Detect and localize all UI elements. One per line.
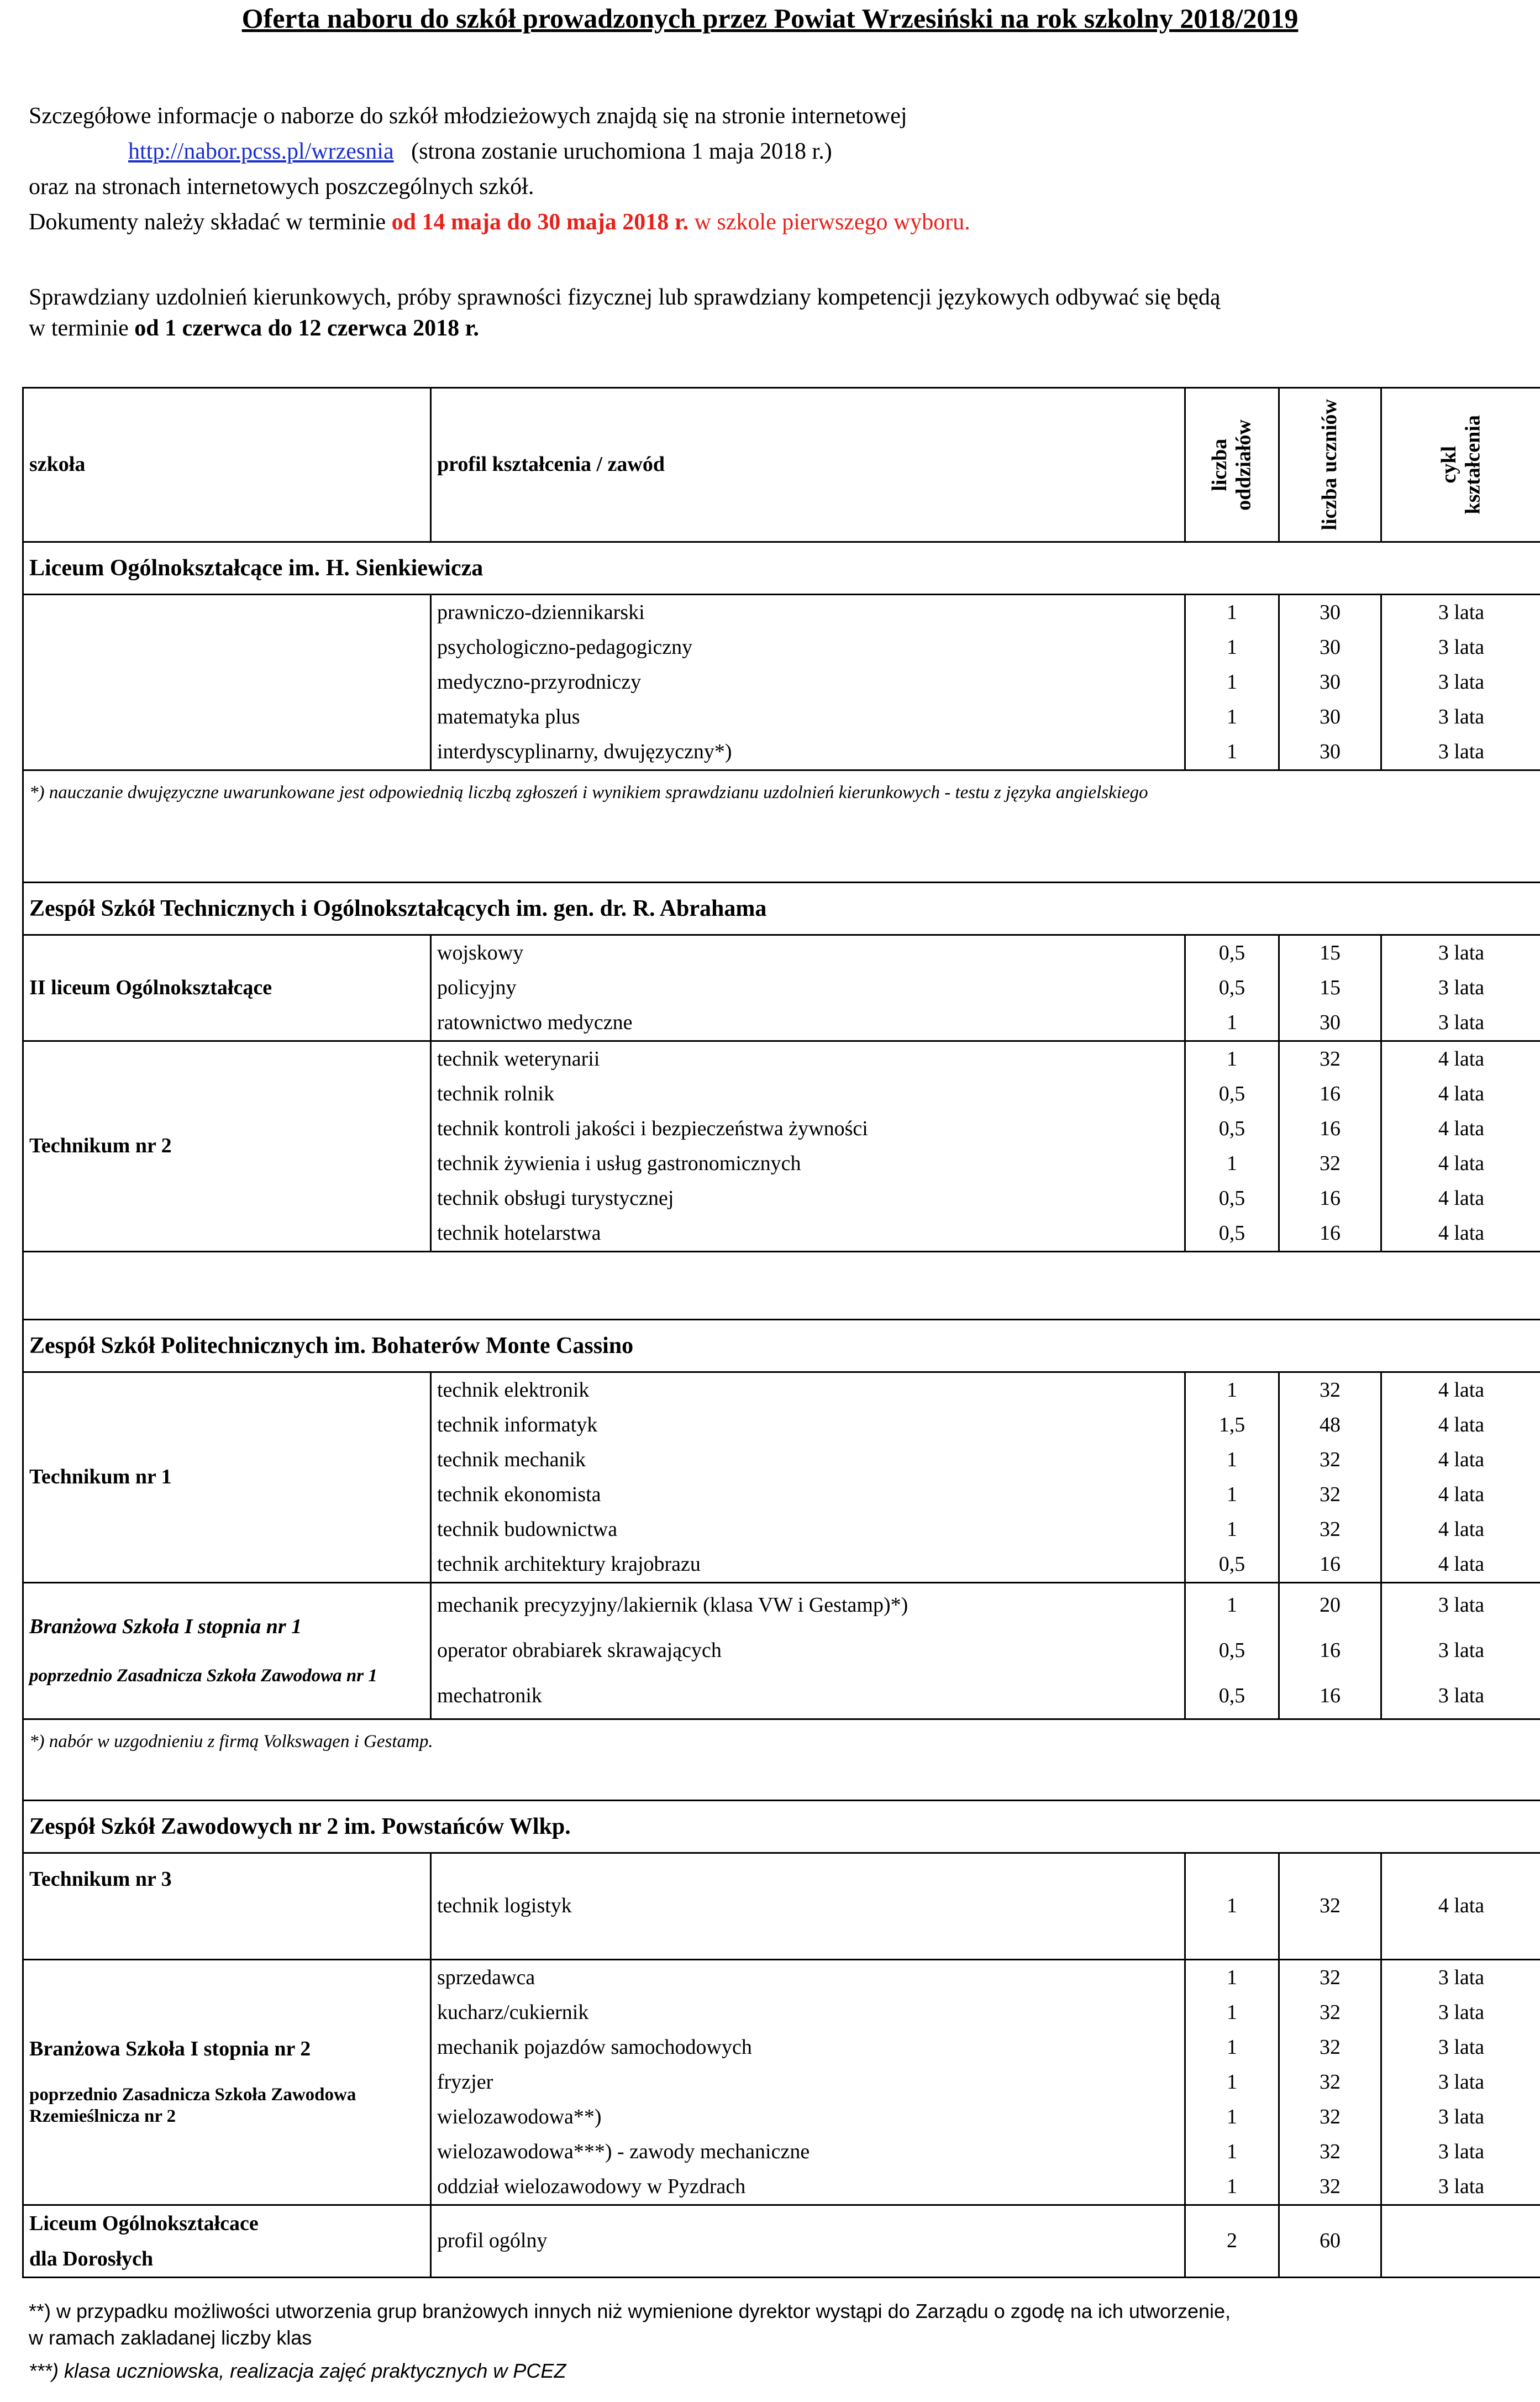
- students-cell: 32: [1279, 1960, 1381, 1996]
- profile-cell: wojskowy: [431, 935, 1185, 971]
- header-cycle: [1381, 388, 1540, 542]
- profile-cell: technik informatyk: [431, 1408, 1185, 1443]
- spacer-cell: [23, 815, 1540, 883]
- profile-cell: technik kontroli jakości i bezpieczeństwa żywności: [431, 1111, 1185, 1146]
- section-title: Liceum Ogólnokształcące im. H. Sienkiewicza: [23, 542, 1540, 595]
- students-cell: 32: [1279, 2030, 1381, 2065]
- profile-cell: technik hotelarstwa: [431, 1216, 1185, 1252]
- students-cell: 30: [1279, 700, 1381, 735]
- cycle-cell: 4 lata: [1381, 1408, 1540, 1443]
- students-cell: 16: [1279, 1216, 1381, 1252]
- spacer-cell: [23, 1764, 1540, 1801]
- divisions-cell: 1,5: [1185, 1408, 1279, 1443]
- exam-dates: od 1 czerwca do 12 czerwca 2018 r.: [134, 316, 479, 341]
- divisions-cell: 1: [1185, 1146, 1279, 1181]
- divisions-cell: 0,5: [1185, 1628, 1279, 1674]
- students-cell: 15: [1279, 935, 1381, 971]
- students-cell: 16: [1279, 1628, 1381, 1674]
- divisions-cell: 1: [1185, 2134, 1279, 2169]
- cycle-cell: 3 lata: [1381, 700, 1540, 735]
- header-students: [1279, 388, 1381, 542]
- students-cell: 32: [1279, 1477, 1381, 1512]
- offer-table: [22, 387, 1540, 2278]
- section-note: *) nabór w uzgodnieniu z firmą Volkswagen i Gestamp.: [23, 1719, 1540, 1765]
- school-name: Technikum nr 3: [23, 1853, 431, 1960]
- deadline-dates: od 14 maja do 30 maja 2018 r.: [391, 209, 689, 235]
- cycle-cell: 3 lata: [1381, 1628, 1540, 1674]
- footer-note-1: **) w przypadku możliwości utworzenia grup branżowych innych niż wymienione dyrektor wystąpi do Zarządu o zgodę na ich utworzenie,: [29, 2300, 1231, 2322]
- profile-cell: oddział wielozawodowy w Pyzdrach: [431, 2169, 1185, 2205]
- table-row: [23, 935, 1540, 971]
- profile-cell: technik budownictwa: [431, 1512, 1185, 1547]
- divisions-cell: 1: [1185, 1372, 1279, 1408]
- cycle-cell: 4 lata: [1381, 1547, 1540, 1583]
- profile-cell: prawniczo-dziennikarski: [431, 595, 1185, 631]
- profile-cell: technik elektronik: [431, 1372, 1185, 1408]
- profile-cell: sprzedawca: [431, 1960, 1185, 1996]
- divisions-cell: 2: [1185, 2205, 1279, 2278]
- cycle-cell: 3 lata: [1381, 665, 1540, 700]
- students-cell: 32: [1279, 1146, 1381, 1181]
- cycle-cell: 3 lata: [1381, 630, 1540, 665]
- header-divisions-line-2: oddziałów: [1232, 419, 1255, 511]
- profile-cell: technik obsługi turystycznej: [431, 1181, 1185, 1216]
- cycle-cell: 4 lata: [1381, 1077, 1540, 1111]
- students-cell: 30: [1279, 595, 1381, 631]
- school-name-cell: [23, 1960, 431, 2205]
- header-profile: profil kształcenia / zawód: [431, 388, 1185, 542]
- cycle-cell: 4 lata: [1381, 1146, 1540, 1181]
- cycle-cell: 4 lata: [1381, 1181, 1540, 1216]
- divisions-cell: 1: [1185, 1041, 1279, 1077]
- intro-line-2: [29, 134, 1510, 169]
- profile-cell: technik weterynarii: [431, 1041, 1185, 1077]
- footer-note-2: ***) klasa uczniowska, realizacja zajęć praktycznych w PCEZ: [29, 2359, 566, 2382]
- divisions-cell: 1: [1185, 2030, 1279, 2065]
- students-cell: 30: [1279, 1005, 1381, 1041]
- students-cell: 15: [1279, 971, 1381, 1005]
- exam-prefix: w terminie: [29, 316, 135, 341]
- students-cell: 32: [1279, 2169, 1381, 2205]
- deadline-prefix: Dokumenty należy składać w terminie: [29, 209, 392, 235]
- profile-cell: mechanik pojazdów samochodowych: [431, 2030, 1185, 2065]
- intro-line-4: [29, 204, 1510, 240]
- intro-text: [29, 98, 1510, 240]
- students-cell: 32: [1279, 2100, 1381, 2134]
- students-cell: 30: [1279, 735, 1381, 770]
- divisions-cell: 1: [1185, 595, 1279, 631]
- table-row: [23, 1960, 1540, 1996]
- students-cell: 32: [1279, 2065, 1381, 2100]
- divisions-cell: 0,5: [1185, 1077, 1279, 1111]
- divisions-cell: 1: [1185, 2169, 1279, 2205]
- students-cell: 16: [1279, 1077, 1381, 1111]
- table-row: [23, 1853, 1540, 1960]
- profile-cell: wielozawodowa***) - zawody mechaniczne: [431, 2134, 1185, 2169]
- link-note: (strona zostanie uruchomiona 1 maja 2018 r.): [411, 139, 832, 164]
- cycle-cell: 3 lata: [1381, 1674, 1540, 1719]
- school-name-cell: [23, 1583, 431, 1719]
- divisions-cell: 1: [1185, 2065, 1279, 2100]
- section-title-row: [23, 1801, 1540, 1853]
- students-cell: 30: [1279, 630, 1381, 665]
- cycle-cell: 3 lata: [1381, 2065, 1540, 2100]
- students-cell: 32: [1279, 1853, 1381, 1960]
- footer-notes: [29, 2298, 1510, 2384]
- header-divisions: [1185, 388, 1279, 542]
- section-note-row: [23, 770, 1540, 816]
- students-cell: 32: [1279, 1995, 1381, 2030]
- students-cell: 16: [1279, 1674, 1381, 1719]
- divisions-cell: 1: [1185, 1512, 1279, 1547]
- cycle-cell: 3 lata: [1381, 1005, 1540, 1041]
- profile-cell: technik ekonomista: [431, 1477, 1185, 1512]
- profile-cell: technik architektury krajobrazu: [431, 1547, 1185, 1583]
- profile-cell: interdyscyplinarny, dwujęzyczny*): [431, 735, 1185, 770]
- profile-cell: ratownictwo medyczne: [431, 1005, 1185, 1041]
- table-row: [23, 2205, 1540, 2278]
- cycle-cell: [1381, 2205, 1540, 2278]
- profile-cell: profil ogólny: [431, 2205, 1185, 2278]
- divisions-cell: 1: [1185, 1960, 1279, 1996]
- cycle-cell: 4 lata: [1381, 1853, 1540, 1960]
- cycle-cell: 3 lata: [1381, 2100, 1540, 2134]
- cycle-cell: 4 lata: [1381, 1041, 1540, 1077]
- profile-cell: fryzjer: [431, 2065, 1185, 2100]
- section-note-row: [23, 1719, 1540, 1765]
- cycle-cell: 3 lata: [1381, 1995, 1540, 2030]
- profile-cell: technik rolnik: [431, 1077, 1185, 1111]
- spacer-row: [23, 815, 1540, 883]
- deadline-suffix: w szkole pierwszego wyboru.: [688, 209, 970, 235]
- school-name-line-2: dla Dorosłych: [29, 2247, 154, 2270]
- divisions-cell: 1: [1185, 630, 1279, 665]
- cycle-cell: 3 lata: [1381, 935, 1540, 971]
- intro-line-3: oraz na stronach internetowych poszczególnych szkół.: [29, 174, 534, 200]
- cycle-cell: 4 lata: [1381, 1512, 1540, 1547]
- cycle-cell: 4 lata: [1381, 1443, 1540, 1477]
- cycle-cell: 3 lata: [1381, 595, 1540, 631]
- school-name: II liceum Ogólnokształcące: [23, 935, 431, 1041]
- cycle-cell: 3 lata: [1381, 971, 1540, 1005]
- school-name-line-1: Liceum Ogólnokształcace: [29, 2212, 259, 2235]
- students-cell: 60: [1279, 2205, 1381, 2278]
- section-note: *) nauczanie dwujęzyczne uwarunkowane jest odpowiednią liczbą zgłoszeń i wynikiem sprawdzianu uzdolnień kierunkowych - testu z języka angielskiego: [23, 770, 1540, 816]
- profile-cell: policyjny: [431, 971, 1185, 1005]
- cycle-cell: 4 lata: [1381, 1477, 1540, 1512]
- section-title: Zespół Szkół Politechnicznych im. Bohaterów Monte Cassino: [23, 1320, 1540, 1372]
- divisions-cell: 0,5: [1185, 1216, 1279, 1252]
- students-cell: 32: [1279, 2134, 1381, 2169]
- header-divisions-line-1: liczba: [1207, 438, 1231, 491]
- school-name-cell: [23, 2205, 431, 2278]
- school-name: Technikum nr 2: [23, 1041, 431, 1252]
- students-cell: 32: [1279, 1372, 1381, 1408]
- cycle-cell: 3 lata: [1381, 2134, 1540, 2169]
- students-cell: 32: [1279, 1512, 1381, 1547]
- cycle-cell: 4 lata: [1381, 1372, 1540, 1408]
- exam-line-1: Sprawdziany uzdolnień kierunkowych, próby sprawności fizycznej lub sprawdziany kompetencji językowych odbywać się będą: [29, 285, 1221, 310]
- page-title: Oferta naboru do szkół prowadzonych przez Powiat Wrzesiński na rok szkolny 2018/2019: [241, 3, 1299, 34]
- divisions-cell: 0,5: [1185, 935, 1279, 971]
- school-former-name: poprzednio Zasadnicza Szkoła Zawodowa Rzemieślnicza nr 2: [29, 2084, 356, 2127]
- profile-cell: wielozawodowa**): [431, 2100, 1185, 2134]
- profile-cell: medyczno-przyrodniczy: [431, 665, 1185, 700]
- table-row: [23, 595, 1540, 631]
- divisions-cell: 1: [1185, 665, 1279, 700]
- school-name: Technikum nr 1: [23, 1372, 431, 1583]
- table-row: [23, 1372, 1540, 1408]
- cycle-cell: 3 lata: [1381, 1583, 1540, 1628]
- students-cell: 16: [1279, 1181, 1381, 1216]
- profile-cell: matematyka plus: [431, 700, 1185, 735]
- divisions-cell: 1: [1185, 1477, 1279, 1512]
- cycle-cell: 3 lata: [1381, 735, 1540, 770]
- divisions-cell: 1: [1185, 1583, 1279, 1628]
- students-cell: 32: [1279, 1443, 1381, 1477]
- section-title: Zespół Szkół Zawodowych nr 2 im. Powstańców Wlkp.: [23, 1801, 1540, 1853]
- exam-line-2: [29, 313, 1510, 344]
- profile-cell: mechanik precyzyjny/lakiernik (klasa VW i Gestamp)*): [431, 1583, 1185, 1628]
- footer-note-1-cont: w ramach zakladanej liczby klas: [29, 2326, 312, 2349]
- school-cell-empty: [23, 595, 431, 770]
- students-cell: 48: [1279, 1408, 1381, 1443]
- section-title-row: [23, 1320, 1540, 1372]
- header-students-label: liczba uczniów: [1318, 399, 1342, 531]
- header-cycle-line-1: cykl: [1437, 446, 1460, 484]
- divisions-cell: 0,5: [1185, 1111, 1279, 1146]
- exam-text: [29, 282, 1510, 344]
- divisions-cell: 0,5: [1185, 971, 1279, 1005]
- students-cell: 20: [1279, 1583, 1381, 1628]
- profile-cell: mechatronik: [431, 1674, 1185, 1719]
- profile-cell: kucharz/cukiernik: [431, 1995, 1185, 2030]
- spacer-cell: [23, 1252, 1540, 1320]
- section-title-row: [23, 542, 1540, 595]
- divisions-cell: 0,5: [1185, 1674, 1279, 1719]
- divisions-cell: 1: [1185, 1005, 1279, 1041]
- cycle-cell: 4 lata: [1381, 1111, 1540, 1146]
- students-cell: 32: [1279, 1041, 1381, 1077]
- students-cell: 30: [1279, 665, 1381, 700]
- profile-cell: operator obrabiarek skrawających: [431, 1628, 1185, 1674]
- divisions-cell: 1: [1185, 1443, 1279, 1477]
- divisions-cell: 1: [1185, 1995, 1279, 2030]
- students-cell: 16: [1279, 1111, 1381, 1146]
- divisions-cell: 1: [1185, 700, 1279, 735]
- header-school: szkoła: [23, 388, 431, 542]
- table-header: [23, 388, 1540, 542]
- divisions-cell: 1: [1185, 735, 1279, 770]
- profile-cell: technik mechanik: [431, 1443, 1185, 1477]
- header-cycle-line-2: kształcenia: [1461, 415, 1485, 515]
- intro-line-1: Szczegółowe informacje o naborze do szkół młodzieżowych znajdą się na stronie internetowej: [29, 103, 907, 129]
- divisions-cell: 1: [1185, 2100, 1279, 2134]
- spacer-row: [23, 1252, 1540, 1320]
- profile-cell: technik żywienia i usług gastronomicznych: [431, 1146, 1185, 1181]
- cycle-cell: 3 lata: [1381, 2169, 1540, 2205]
- school-former-name: poprzednio Zasadnicza Szkoła Zawodowa nr 1: [29, 1666, 377, 1686]
- section-title-row: [23, 883, 1540, 935]
- table-row: [23, 1041, 1540, 1077]
- cycle-cell: 3 lata: [1381, 1960, 1540, 1996]
- nabor-link[interactable]: http://nabor.pcss.pl/wrzesnia: [128, 139, 394, 164]
- divisions-cell: 0,5: [1185, 1181, 1279, 1216]
- divisions-cell: 1: [1185, 1853, 1279, 1960]
- profile-cell: psychologiczno-pedagogiczny: [431, 630, 1185, 665]
- cycle-cell: 4 lata: [1381, 1216, 1540, 1252]
- cycle-cell: 3 lata: [1381, 2030, 1540, 2065]
- divisions-cell: 0,5: [1185, 1547, 1279, 1583]
- profile-cell: technik logistyk: [431, 1853, 1185, 1960]
- spacer-row: [23, 1764, 1540, 1801]
- section-title: Zespół Szkół Technicznych i Ogólnokształcących im. gen. dr. R. Abrahama: [23, 883, 1540, 935]
- table-row: [23, 1583, 1540, 1628]
- students-cell: 16: [1279, 1547, 1381, 1583]
- school-name: Branżowa Szkoła I stopnia nr 1: [29, 1615, 302, 1639]
- school-name: Branżowa Szkoła I stopnia nr 2: [29, 2037, 311, 2061]
